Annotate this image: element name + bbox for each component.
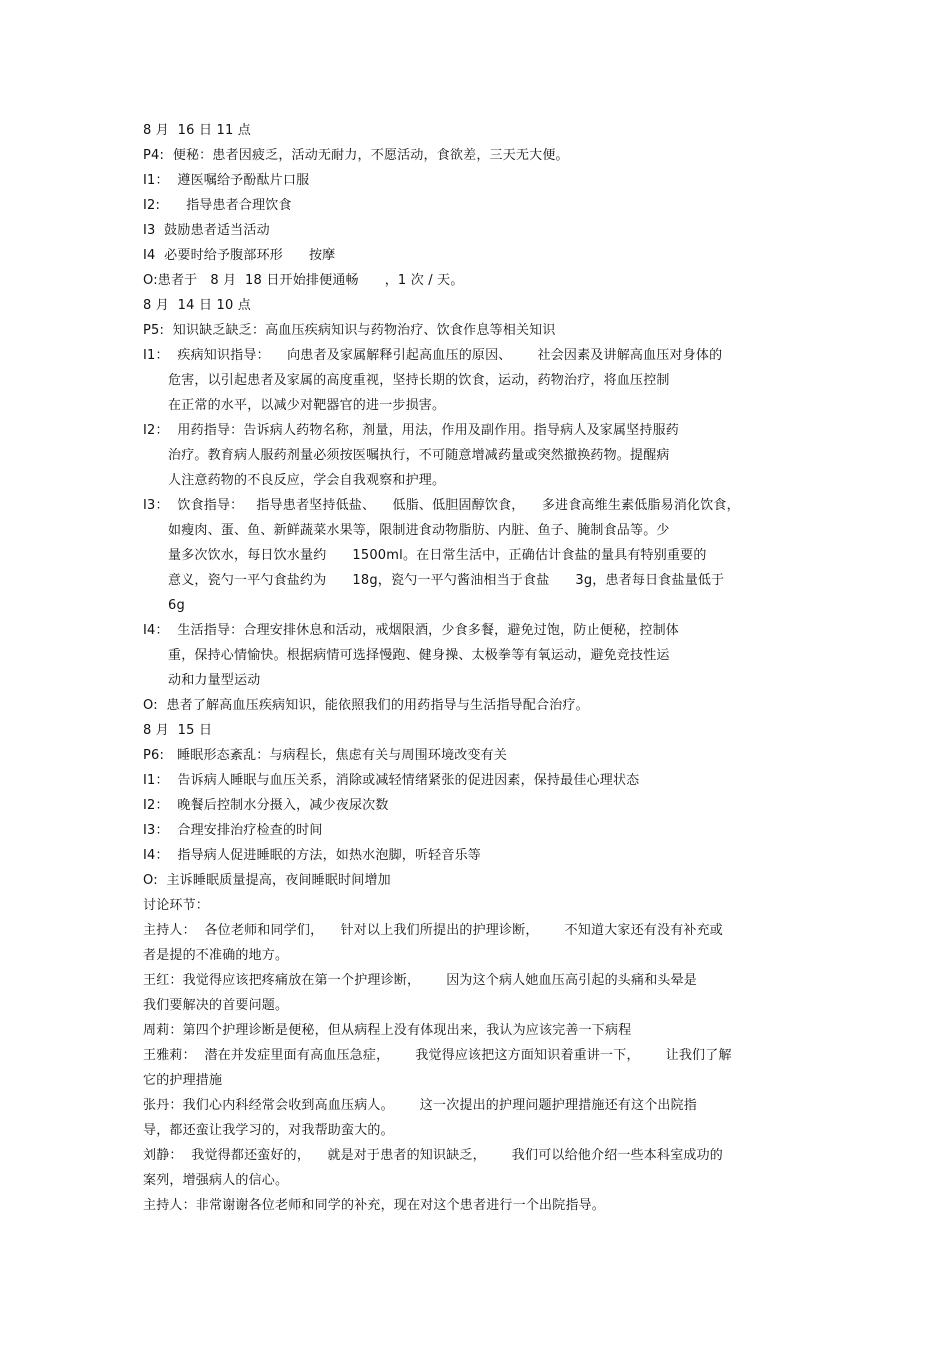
document-body (143, 118, 823, 1218)
text-line: 周莉：第四个护理诊断是便秘，但从病程上没有体现出来，我认为应该完善一下病程 (143, 1023, 632, 1038)
text-line: 危害，以引起患者及家属的高度重视，坚持长期的饮食，运动，药物治疗，将血压控制 (168, 373, 670, 388)
text-line: 在正常的水平，以减少对靶器官的进一步损害。 (168, 398, 446, 413)
text-line: I3： 饮食指导： 指导患者坚持低盐、 低脂、低胆固醇饮食， 多进食高维生素低脂易消化饮食， (143, 498, 740, 513)
text-line: 意义，瓷勺一平勺食盐约为 18g，瓷勺一平勺酱油相当于食盐 3g，患者每日食盐量低于 (168, 573, 725, 588)
text-line: P4: 便秘：患者因疲乏，活动无耐力，不愿活动，食欲差，三天无大便。 (143, 148, 569, 163)
text-line: O: 患者了解高血压疾病知识，能依照我们的用药指导与生活指导配合治疗。 (143, 698, 589, 713)
text-line: I2： 用药指导：告诉病人药物名称，剂量，用法，作用及副作用。指导病人及家属坚持服药 (143, 423, 679, 438)
text-line: O:患者于 8 月 18 日开始排便通畅 ，1 次 / 天。 (143, 273, 464, 288)
text-line: I4： 指导病人促进睡眠的方法，如热水泡脚，听轻音乐等 (143, 848, 481, 863)
text-line: I1： 告诉病人睡眠与血压关系，消除或减轻情绪紧张的促进因素，保持最佳心理状态 (143, 773, 640, 788)
text-line: 讨论环节： (143, 898, 210, 913)
text-line: 如瘦肉、蛋、鱼、新鲜蔬菜水果等，限制进食动物脂肪、内脏、鱼子、腌制食品等。少 (168, 523, 670, 538)
text-line: 量多次饮水，每日饮水量约 1500ml。在日常生活中，正确估计食盐的量具有特别重要的 (168, 548, 707, 563)
text-line: 8 月 14 日 10 点 (143, 298, 251, 313)
text-line: I2： 晚餐后控制水分摄入，减少夜尿次数 (143, 798, 389, 813)
text-line: 案列，增强病人的信心。 (143, 1173, 289, 1188)
text-line: 我们要解决的首要问题。 (143, 998, 289, 1013)
text-line: 刘静： 我觉得都还蛮好的， 就是对于患者的知识缺乏， 我们可以给他介绍一些本科室成功的 (143, 1148, 723, 1163)
text-line: 6g (168, 598, 185, 613)
text-line: I3 鼓励患者适当活动 (143, 223, 270, 238)
text-line: 它的护理措施 (143, 1073, 223, 1088)
text-line: 8 月 15 日 (143, 723, 213, 738)
text-line: 者是提的不准确的地方。 (143, 948, 289, 963)
text-line: I4 必要时给予腹部环形 按摩 (143, 248, 336, 263)
text-line: P6: 睡眠形态紊乱：与病程长，焦虑有关与周围环境改变有关 (143, 748, 508, 763)
text-line: 重，保持心情愉快。根据病情可选择慢跑、健身操、太极拳等有氧运动，避免竞技性运 (168, 648, 670, 663)
text-line: 人注意药物的不良反应，学会自我观察和护理。 (168, 473, 446, 488)
text-line: I2: 指导患者合理饮食 (143, 198, 292, 213)
text-line: I3： 合理安排治疗检查的时间 (143, 823, 323, 838)
text-line: 动和力量型运动 (168, 673, 261, 688)
text-line: 张丹：我们心内科经常会收到高血压病人。 这一次提出的护理问题护理措施还有这个出院指 (143, 1098, 697, 1113)
text-line: 治疗。教育病人服药剂量必须按医嘱执行，不可随意增减药量或突然撤换药物。提醒病 (168, 448, 670, 463)
text-line: I1： 遵医嘱给予酚酞片口服 (143, 173, 310, 188)
text-line: 主持人：非常谢谢各位老师和同学的补充，现在对这个患者进行一个出院指导。 (143, 1198, 606, 1213)
text-line: 8 月 16 日 11 点 (143, 123, 251, 138)
text-line: 导，都还蛮让我学习的，对我帮助蛮大的。 (143, 1123, 394, 1138)
text-line: I4： 生活指导：合理安排休息和活动，戒烟限酒，少食多餐，避免过饱，防止便秘，控制体 (143, 623, 679, 638)
text-line: 主持人： 各位老师和同学们， 针对以上我们所提出的护理诊断， 不知道大家还有没有补充或 (143, 923, 723, 938)
text-line: 王雅莉： 潜在并发症里面有高血压急症， 我觉得应该把这方面知识着重讲一下， 让我们了解 (143, 1048, 732, 1063)
text-line: O: 主诉睡眠质量提高，夜间睡眠时间增加 (143, 873, 391, 888)
text-line: I1： 疾病知识指导： 向患者及家属解释引起高血压的原因、 社会因素及讲解高血压对身体的 (143, 348, 723, 363)
text-line: 王红：我觉得应该把疼痛放在第一个护理诊断， 因为这个病人她血压高引起的头痛和头晕是 (143, 973, 697, 988)
text-line: P5: 知识缺乏缺乏：高血压疾病知识与药物治疗、饮食作息等相关知识 (143, 323, 556, 338)
